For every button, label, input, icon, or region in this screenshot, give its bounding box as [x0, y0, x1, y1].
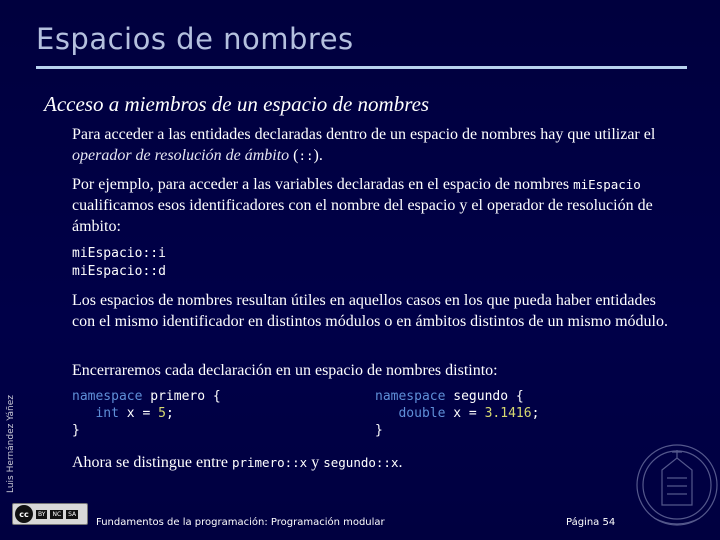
declaration: x = [126, 406, 159, 421]
keyword-type: int [95, 406, 119, 421]
paragraph-5-text-before: Ahora se distingue entre [72, 454, 232, 471]
closing-brace: } [375, 423, 383, 438]
numeric-value: 3.1416 [484, 406, 532, 421]
keyword-type: double [398, 406, 446, 421]
semicolon: ; [165, 406, 174, 421]
paragraph-1 [72, 124, 682, 166]
footer-course: Fundamentos de la programación: Programación modular [96, 517, 385, 528]
paragraph-1-operator: :: [298, 148, 314, 163]
code-line-2: miEspacio::d [72, 264, 166, 279]
paragraph-5-text-after: . [398, 454, 403, 471]
paragraph-1-emphasis: operador de resolución de ámbito [72, 147, 290, 164]
cc-nc-tag: NC [52, 510, 62, 518]
paragraph-5-code-2: segundo::x [323, 455, 399, 470]
keyword-namespace: namespace [375, 389, 446, 404]
namespace-segundo-block [375, 388, 539, 439]
semicolon: ; [531, 406, 540, 421]
author-credit: Luis Hernández Yáñez [6, 395, 16, 493]
title-divider [36, 66, 687, 69]
paragraph-1-text-after: ). [313, 147, 323, 164]
slide-title: Espacios de nombres [36, 22, 354, 56]
paragraph-1-text-mid: ( [289, 147, 299, 164]
cc-sa-tag: SA [68, 510, 77, 518]
namespace-primero-block [72, 388, 221, 439]
paragraph-2-code: miEspacio [573, 177, 641, 192]
closing-brace: } [72, 423, 80, 438]
paragraph-4: Encerraremos cada declaración en un espacio de nombres distinto: [72, 362, 498, 379]
namespace-name: primero { [150, 389, 221, 404]
slide-subtitle: Acceso a miembros de un espacio de nombres [44, 92, 430, 116]
paragraph-1-text-before: Para acceder a las entidades declaradas dentro de un espacio de nombres hay que utilizar el [72, 126, 656, 143]
code-line-1: miEspacio::i [72, 246, 166, 261]
paragraph-3: Los espacios de nombres resultan útiles en aquellos casos en los que pueda haber entidades con el mismo identificador en distintos módulos o en ámbitos distintos de un mismo módulo. [72, 292, 668, 330]
paragraph-2 [72, 174, 682, 237]
keyword-namespace: namespace [72, 389, 143, 404]
paragraph-2-text-after: cualificamos esos identificadores con el nombre del espacio y el operador de resolución de ámbito: [72, 197, 653, 235]
cc-by-tag: BY [38, 510, 46, 518]
declaration: x = [453, 406, 485, 421]
paragraph-5-code-1: primero::x [231, 455, 308, 470]
creative-commons-icon [12, 503, 88, 525]
paragraph-5 [72, 452, 682, 473]
numeric-value: 5 [158, 406, 166, 421]
paragraph-5-text-mid: y [307, 454, 324, 471]
university-seal-icon [632, 430, 720, 540]
cc-circle: cc [15, 505, 33, 523]
namespace-name: segundo { [453, 389, 524, 404]
paragraph-2-text-before: Por ejemplo, para acceder a las variables declaradas en el espacio de nombres [72, 176, 574, 193]
footer-page-number: Página 54 [566, 517, 616, 528]
